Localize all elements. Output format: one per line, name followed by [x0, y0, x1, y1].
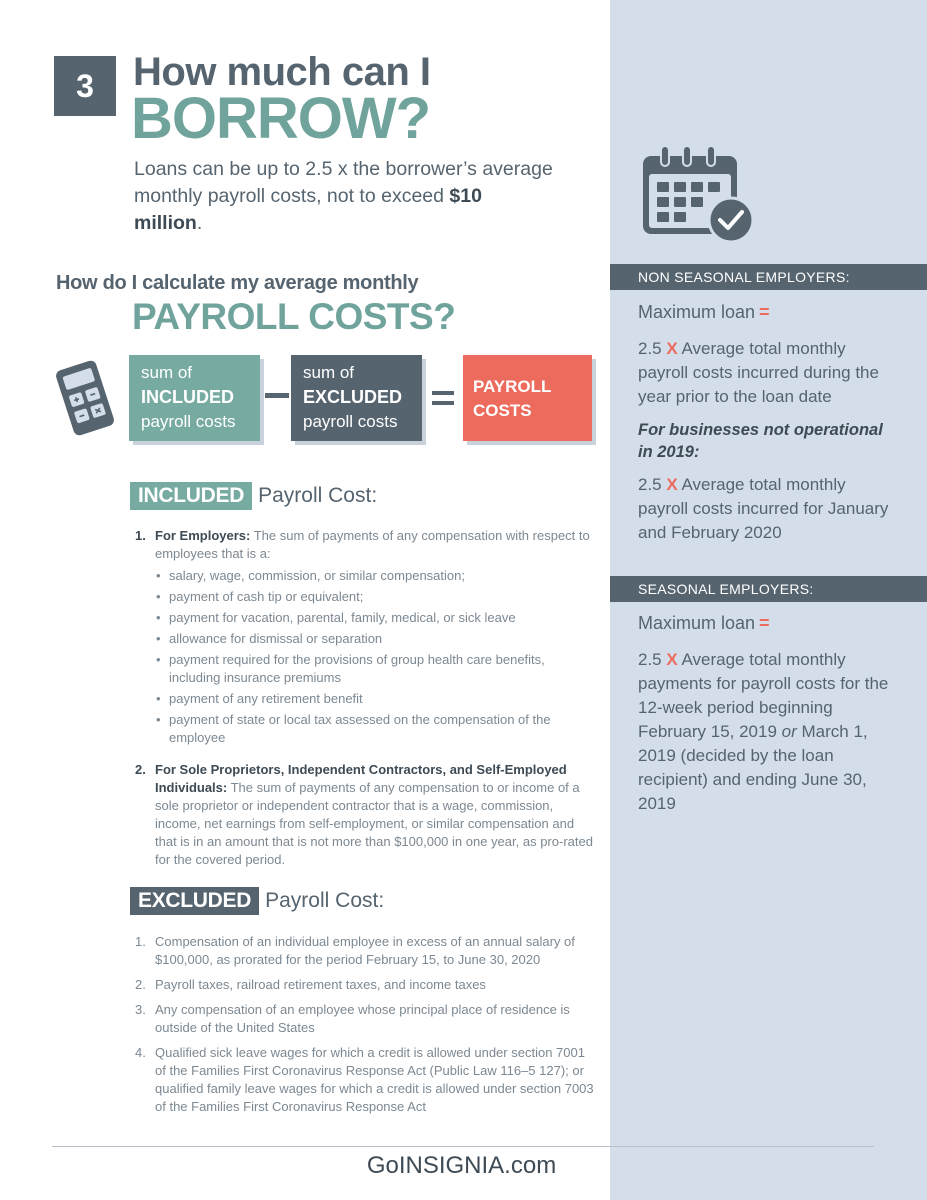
- bullet-item: • allowance for dismissal or separation: [155, 630, 595, 648]
- included-bullets: [155, 567, 595, 747]
- equals-sign-bottom: [432, 401, 454, 405]
- footer-website-link[interactable]: GoINSIGNIA.com: [366, 1152, 557, 1179]
- bullet-item: • payment of cash tip or equivalent;: [155, 588, 595, 606]
- footer-divider: [52, 1146, 874, 1147]
- bullet-item: • payment for vacation, parental, family, medical, or sick leave: [155, 609, 595, 627]
- non-operational-note: For businesses not operational in 2019:: [638, 421, 883, 461]
- included-payroll-box: sum of INCLUDED payroll costs: [129, 355, 260, 441]
- bullet-item: • payment of state or local tax assessed on the compensation of the employee: [155, 711, 595, 747]
- page-title-line1: How much can I: [133, 50, 431, 94]
- minus-sign: [265, 393, 289, 398]
- page-title-line2: BORROW?: [131, 86, 431, 151]
- calendar-check-icon: [641, 144, 757, 246]
- intro-text: Loans can be up to 2.5 x the borrower’s average monthly payroll costs, not to exceed $10 million.: [134, 158, 553, 234]
- bullet-item: • salary, wage, commission, or similar compensation;: [155, 567, 595, 585]
- max-loan-label: Maximum loan =: [638, 302, 770, 322]
- excluded-tag: EXCLUDED: [130, 887, 259, 915]
- excluded-list: [135, 933, 595, 1123]
- calc-title: PAYROLL COSTS?: [132, 296, 456, 337]
- list-item: 2. For Sole Proprietors, Independent Contractors, and Self-Employed Individuals: The sum of payments of any compensation to or income of a sole proprietor or independent contractor that is a wage, commission, income, net earnings from self-employment, or similar compensation and that is in an amount that is not more than $100,000 in one year, as pro-rated for the covered period.: [135, 762, 593, 867]
- non-operational-formula: 2.5 X Average total monthly payroll costs incurred for January and February 2020: [638, 475, 889, 542]
- equals-sign-top: [432, 391, 454, 395]
- calculator-icon: [52, 360, 118, 436]
- seasonal-section: [638, 613, 900, 816]
- included-heading: INCLUDED Payroll Cost:: [130, 482, 377, 510]
- step-number-badge: 3: [54, 56, 116, 116]
- excluded-payroll-box: sum of EXCLUDED payroll costs: [291, 355, 422, 441]
- non-seasonal-formula: 2.5 X Average total monthly payroll costs incurred during the year prior to the loan date: [638, 339, 879, 406]
- loan-cap: $10 million: [134, 185, 482, 234]
- max-loan-label: Maximum loan =: [638, 613, 770, 633]
- seasonal-bar: SEASONAL EMPLOYERS:: [610, 576, 927, 602]
- list-item: 4. Qualified sick leave wages for which a credit is allowed under section 7001 of the Families First Coronavirus Response Act (Public Law 116–5 127); or qualified family leave wages for which a credit is allowed under section 7003 of the Families First Coronavirus Response Act: [135, 1045, 594, 1114]
- payroll-costs-result-box: PAYROLL COSTS: [463, 355, 592, 441]
- bullet-item: • payment of any retirement benefit: [155, 690, 595, 708]
- list-item: 3. Any compensation of an employee whose principal place of residence is outside of the United States: [135, 1002, 570, 1035]
- seasonal-formula: 2.5 X Average total monthly payments for payroll costs for the 12-week period beginning February 15, 2019 or March 1, 2019 (decided by the loan recipient) and ending June 30, 2019: [638, 650, 889, 813]
- calc-question: How do I calculate my average monthly: [56, 272, 419, 294]
- non-seasonal-bar: NON SEASONAL EMPLOYERS:: [610, 264, 927, 290]
- included-list: [135, 527, 595, 878]
- included-tag: INCLUDED: [130, 482, 252, 510]
- list-item: 1. Compensation of an individual employee in excess of an annual salary of $100,000, as prorated for the period February 15, to June 30, 2020: [135, 934, 575, 967]
- list-item: 2. Payroll taxes, railroad retirement taxes, and income taxes: [135, 977, 486, 992]
- excluded-heading: EXCLUDED Payroll Cost:: [130, 887, 384, 915]
- list-item: 1. For Employers: The sum of payments of any compensation with respect to employees that is a: • salary, wage, commission, or similar compensation; • payment of cash tip or equivalent; • payment for vacation, parental, family, medical, or sick leave • allowance for dismissal or separation • payment required for the provisions of group health care benefits, including insurance premiums • payment of any retirement benefit • payment of state or local tax assessed on the compensation of the employee: [135, 527, 595, 747]
- bullet-item: • payment required for the provisions of group health care benefits, including insurance premiums: [155, 651, 595, 687]
- non-seasonal-section: [638, 302, 900, 545]
